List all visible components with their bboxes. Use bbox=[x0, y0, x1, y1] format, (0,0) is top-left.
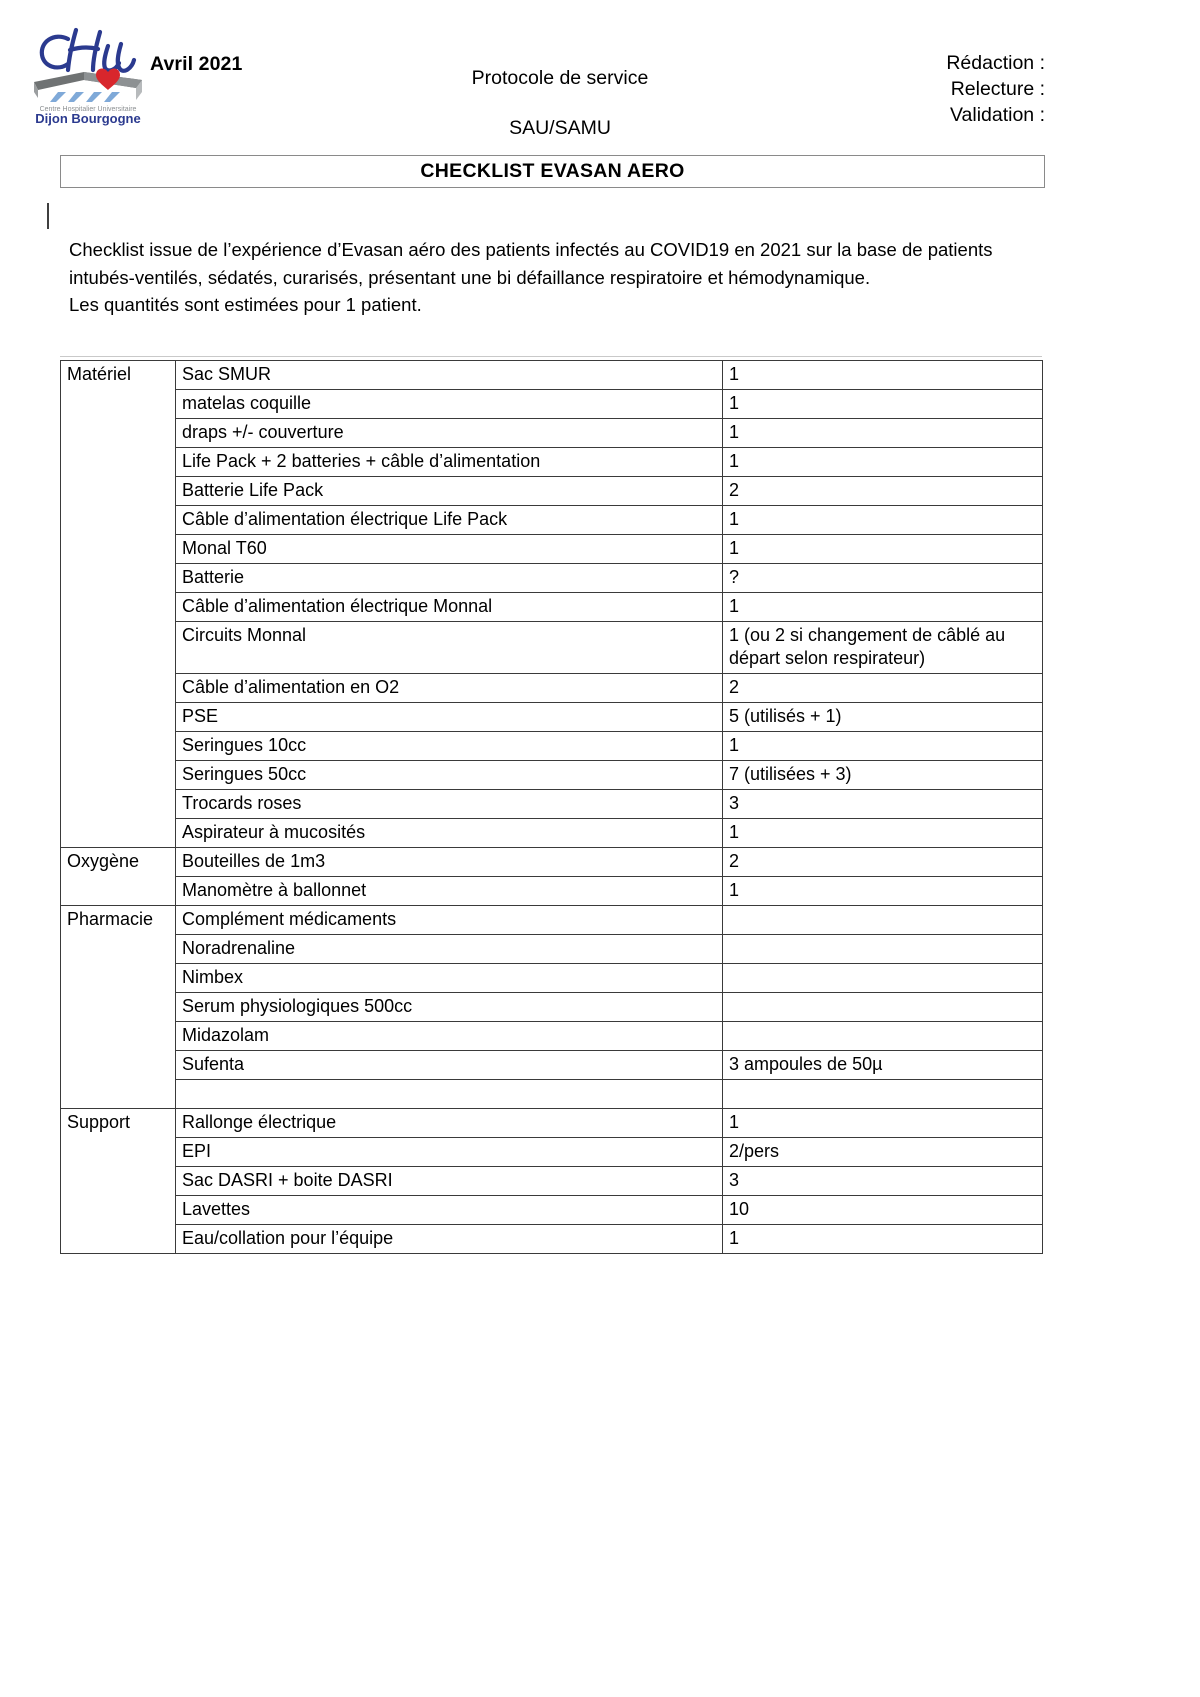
item-name-cell: Monal T60 bbox=[176, 535, 723, 564]
item-name-cell: draps +/- couverture bbox=[176, 419, 723, 448]
table-row bbox=[61, 964, 1043, 993]
table-row bbox=[61, 848, 1043, 877]
category-spacer bbox=[61, 819, 176, 848]
item-quantity-cell: 1 bbox=[723, 448, 1043, 477]
table-row bbox=[61, 506, 1043, 535]
item-name-cell: Manomètre à ballonnet bbox=[176, 877, 723, 906]
category-spacer bbox=[61, 1080, 176, 1109]
table-row bbox=[61, 448, 1043, 477]
item-quantity-cell bbox=[723, 906, 1043, 935]
header-service-label: SAU/SAMU bbox=[509, 117, 611, 139]
header-signoff-block bbox=[946, 50, 1045, 128]
category-spacer bbox=[61, 1022, 176, 1051]
item-quantity-cell: 1 bbox=[723, 390, 1043, 419]
category-spacer bbox=[61, 1225, 176, 1254]
category-spacer bbox=[61, 964, 176, 993]
header-redaction-label: Rédaction : bbox=[946, 52, 1045, 74]
header-protocol-label: Protocole de service bbox=[471, 67, 649, 89]
table-row bbox=[61, 790, 1043, 819]
item-name-cell: Seringues 10cc bbox=[176, 732, 723, 761]
logo-subtitle-small: Centre Hospitalier Universitaire bbox=[39, 106, 137, 113]
category-spacer bbox=[61, 761, 176, 790]
checklist-table-body bbox=[61, 361, 1043, 1254]
table-row bbox=[61, 819, 1043, 848]
item-name-cell: Midazolam bbox=[176, 1022, 723, 1051]
item-name-cell: Lavettes bbox=[176, 1196, 723, 1225]
item-name-cell: Eau/collation pour l’équipe bbox=[176, 1225, 723, 1254]
item-quantity-cell: 1 bbox=[723, 419, 1043, 448]
category-spacer bbox=[61, 477, 176, 506]
table-row bbox=[61, 535, 1043, 564]
item-name-cell: Câble d’alimentation électrique Monnal bbox=[176, 593, 723, 622]
item-name-cell: Life Pack + 2 batteries + câble d’alimentation bbox=[176, 448, 723, 477]
document-title-box bbox=[60, 155, 1045, 188]
table-row bbox=[61, 877, 1043, 906]
item-name-cell: Bouteilles de 1m3 bbox=[176, 848, 723, 877]
item-name-cell: Serum physiologiques 500cc bbox=[176, 993, 723, 1022]
item-quantity-cell: 3 bbox=[723, 790, 1043, 819]
table-top-rule bbox=[60, 356, 1042, 357]
category-spacer bbox=[61, 1196, 176, 1225]
item-quantity-cell: 2 bbox=[723, 674, 1043, 703]
intro-line-3: Les quantités sont estimées pour 1 patient. bbox=[69, 294, 422, 315]
item-name-cell: Noradrenaline bbox=[176, 935, 723, 964]
table-row bbox=[61, 1225, 1043, 1254]
category-label: Pharmacie bbox=[61, 906, 176, 935]
category-spacer bbox=[61, 1138, 176, 1167]
item-name-cell: Rallonge électrique bbox=[176, 1109, 723, 1138]
item-quantity-cell bbox=[723, 993, 1043, 1022]
table-row bbox=[61, 390, 1043, 419]
table-row bbox=[61, 761, 1043, 790]
checklist-table bbox=[60, 360, 1043, 1254]
item-quantity-cell: 1 bbox=[723, 593, 1043, 622]
item-name-cell: Sufenta bbox=[176, 1051, 723, 1080]
intro-paragraph bbox=[69, 236, 1029, 319]
category-spacer bbox=[61, 935, 176, 964]
category-spacer bbox=[61, 732, 176, 761]
item-name-cell: Aspirateur à mucosités bbox=[176, 819, 723, 848]
table-row bbox=[61, 732, 1043, 761]
item-name-cell: Batterie bbox=[176, 564, 723, 593]
item-quantity-cell: 2/pers bbox=[723, 1138, 1043, 1167]
category-label: Support bbox=[61, 1109, 176, 1138]
category-spacer bbox=[61, 1051, 176, 1080]
item-quantity-cell: 3 bbox=[723, 1167, 1043, 1196]
category-spacer bbox=[61, 877, 176, 906]
document-header bbox=[0, 0, 1200, 145]
item-name-cell: Seringues 50cc bbox=[176, 761, 723, 790]
item-name-cell: matelas coquille bbox=[176, 390, 723, 419]
table-row bbox=[61, 906, 1043, 935]
item-quantity-cell: ? bbox=[723, 564, 1043, 593]
item-quantity-cell: 1 bbox=[723, 506, 1043, 535]
item-name-cell: EPI bbox=[176, 1138, 723, 1167]
table-row bbox=[61, 674, 1043, 703]
category-spacer bbox=[61, 674, 176, 703]
table-row bbox=[61, 1138, 1043, 1167]
chu-dijon-bourgogne-logo bbox=[24, 22, 152, 126]
logo-graphic bbox=[24, 22, 152, 126]
item-quantity-cell: 2 bbox=[723, 477, 1043, 506]
item-name-cell: Sac DASRI + boite DASRI bbox=[176, 1167, 723, 1196]
item-quantity-cell: 2 bbox=[723, 848, 1043, 877]
item-name-cell: Complément médicaments bbox=[176, 906, 723, 935]
item-quantity-cell: 1 bbox=[723, 732, 1043, 761]
header-relecture-label: Relecture : bbox=[950, 78, 1045, 100]
header-center-block bbox=[400, 53, 720, 153]
table-row bbox=[61, 361, 1043, 390]
category-spacer bbox=[61, 535, 176, 564]
item-quantity-cell: 1 (ou 2 si changement de câblé au départ selon respirateur) bbox=[723, 622, 1043, 674]
table-row bbox=[61, 993, 1043, 1022]
item-quantity-cell: 5 (utilisés + 1) bbox=[723, 703, 1043, 732]
table-row bbox=[61, 1196, 1043, 1225]
item-quantity-cell bbox=[723, 1080, 1043, 1109]
category-spacer bbox=[61, 993, 176, 1022]
item-quantity-cell bbox=[723, 1022, 1043, 1051]
item-name-cell: Sac SMUR bbox=[176, 361, 723, 390]
category-spacer bbox=[61, 622, 176, 674]
item-name-cell: Batterie Life Pack bbox=[176, 477, 723, 506]
item-name-cell: Circuits Monnal bbox=[176, 622, 723, 674]
table-row bbox=[61, 564, 1043, 593]
item-quantity-cell bbox=[723, 935, 1043, 964]
header-validation-label: Validation : bbox=[949, 104, 1045, 126]
table-row bbox=[61, 1022, 1043, 1051]
category-spacer bbox=[61, 419, 176, 448]
logo-subtitle-bold: Dijon Bourgogne bbox=[35, 111, 141, 126]
category-spacer bbox=[61, 506, 176, 535]
item-name-cell: Câble d’alimentation en O2 bbox=[176, 674, 723, 703]
category-spacer bbox=[61, 390, 176, 419]
table-row bbox=[61, 703, 1043, 732]
item-quantity-cell: 1 bbox=[723, 361, 1043, 390]
item-quantity-cell: 1 bbox=[723, 819, 1043, 848]
item-quantity-cell: 10 bbox=[723, 1196, 1043, 1225]
item-name-cell: PSE bbox=[176, 703, 723, 732]
table-row bbox=[61, 622, 1043, 674]
item-quantity-cell: 1 bbox=[723, 1109, 1043, 1138]
table-row bbox=[61, 593, 1043, 622]
item-quantity-cell bbox=[723, 964, 1043, 993]
category-spacer bbox=[61, 703, 176, 732]
page-title: CHECKLIST EVASAN AERO bbox=[420, 160, 685, 182]
item-quantity-cell: 1 bbox=[723, 877, 1043, 906]
category-spacer bbox=[61, 448, 176, 477]
category-label: Oxygène bbox=[61, 848, 176, 877]
table-row bbox=[61, 1167, 1043, 1196]
category-label: Matériel bbox=[61, 361, 176, 390]
intro-line-1: Checklist issue de l’expérience d’Evasan aéro des patients infectés au COVID19 en 2021 sur la base de patients bbox=[69, 239, 993, 260]
item-quantity-cell: 3 ampoules de 50µ bbox=[723, 1051, 1043, 1080]
item-quantity-cell: 1 bbox=[723, 1225, 1043, 1254]
margin-change-bar bbox=[47, 203, 49, 229]
item-name-cell: Nimbex bbox=[176, 964, 723, 993]
table-row bbox=[61, 477, 1043, 506]
table-row bbox=[61, 1051, 1043, 1080]
category-spacer bbox=[61, 564, 176, 593]
item-name-cell bbox=[176, 1080, 723, 1109]
item-quantity-cell: 7 (utilisées + 3) bbox=[723, 761, 1043, 790]
category-spacer bbox=[61, 790, 176, 819]
category-spacer bbox=[61, 1167, 176, 1196]
item-name-cell: Trocards roses bbox=[176, 790, 723, 819]
table-row bbox=[61, 419, 1043, 448]
intro-line-2: intubés-ventilés, sédatés, curarisés, présentant une bi défaillance respiratoire et hémodynamique. bbox=[69, 266, 871, 288]
table-row bbox=[61, 935, 1043, 964]
table-row bbox=[61, 1109, 1043, 1138]
table-row bbox=[61, 1080, 1043, 1109]
item-quantity-cell: 1 bbox=[723, 535, 1043, 564]
item-name-cell: Câble d’alimentation électrique Life Pack bbox=[176, 506, 723, 535]
header-date: Avril 2021 bbox=[150, 53, 243, 75]
category-spacer bbox=[61, 593, 176, 622]
